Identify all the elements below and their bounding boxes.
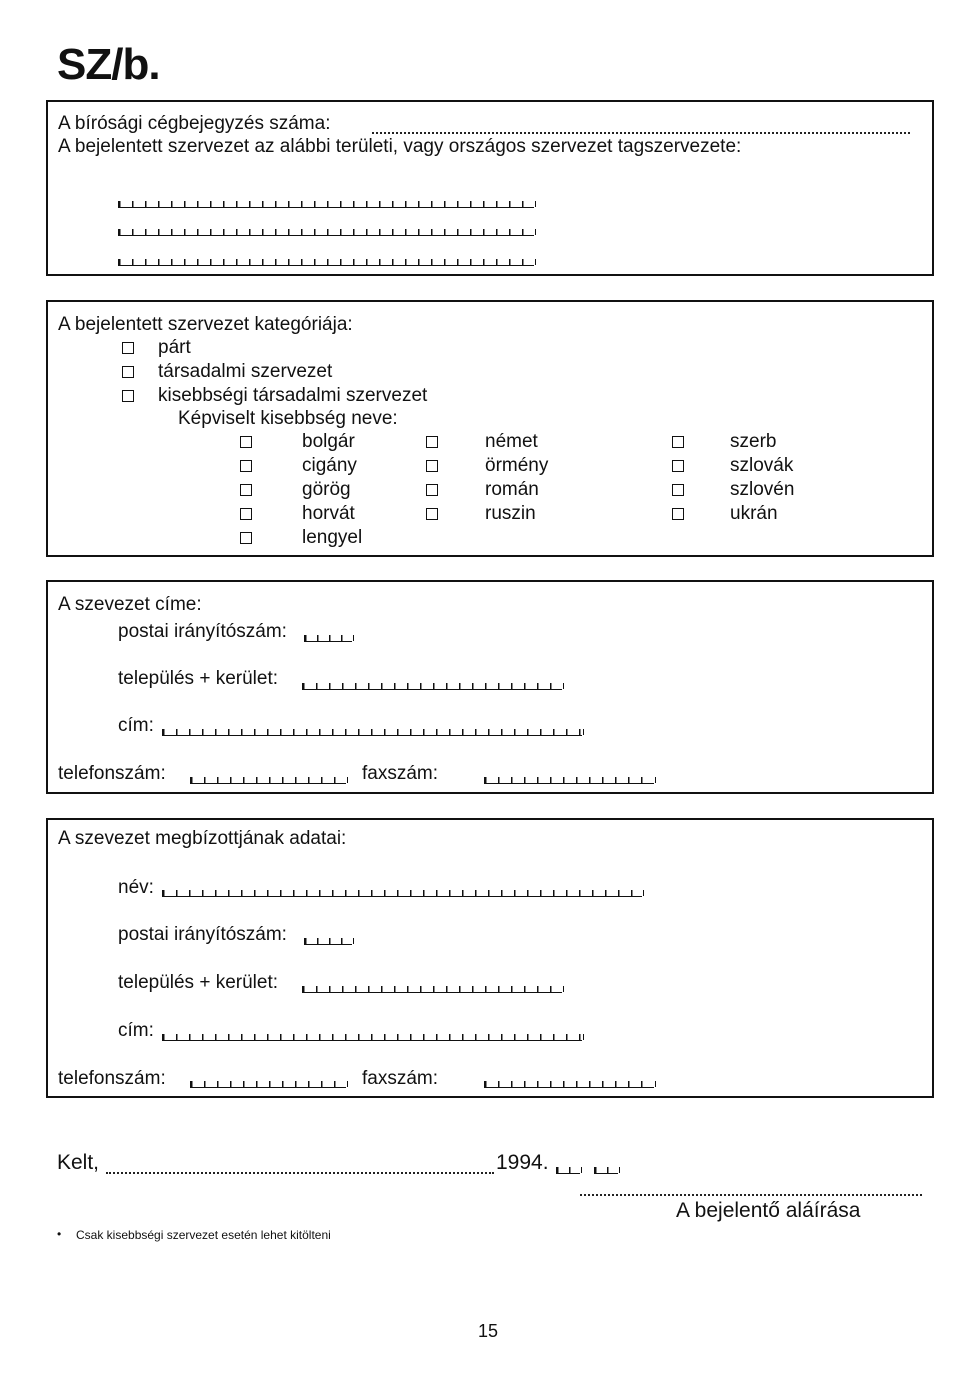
footnote-mark: •	[57, 1227, 62, 1241]
category-section	[46, 300, 934, 557]
checkbox-minority-szloven[interactable]	[672, 484, 684, 496]
representative-name-label: név:	[118, 877, 154, 898]
checkbox-minority-organisation[interactable]	[122, 390, 134, 402]
checkbox-minority-gorog[interactable]	[240, 484, 252, 496]
representative-phone-label: telefonszám:	[58, 1068, 166, 1089]
checkbox-party[interactable]	[122, 342, 134, 354]
representative-phone-field[interactable]	[190, 1081, 346, 1088]
minority-bolgar-label: bolgár	[302, 431, 355, 452]
minority-name-label: Képviselt kisebbség neve:	[178, 408, 398, 429]
registry-number-label: A bírósági cégbejegyzés száma:	[58, 113, 331, 134]
minority-gorog-label: görög	[302, 479, 351, 500]
address-postal-code-label: postai irányítószám:	[118, 621, 287, 642]
representative-street-field[interactable]	[162, 1034, 582, 1041]
checkbox-social-organisation[interactable]	[122, 366, 134, 378]
form-code: SZ/b.	[57, 40, 160, 89]
address-street-label: cím:	[118, 715, 154, 736]
minority-nemet-label: német	[485, 431, 538, 452]
representative-settlement-field[interactable]	[302, 986, 562, 993]
minority-ruszin-label: ruszin	[485, 503, 536, 524]
signature-label: A bejelentő aláírása	[676, 1199, 861, 1222]
checkbox-minority-roman[interactable]	[426, 484, 438, 496]
checkbox-minority-szerb[interactable]	[672, 436, 684, 448]
page-number: 15	[478, 1321, 499, 1341]
checkbox-minority-cigany[interactable]	[240, 460, 252, 472]
option-party-label: párt	[158, 337, 191, 358]
checkbox-minority-ruszin[interactable]	[426, 508, 438, 520]
address-settlement-field[interactable]	[302, 683, 562, 690]
address-fax-field[interactable]	[484, 777, 654, 784]
footnote-text: Csak kisebbségi szervezet esetén lehet kitölteni	[76, 1228, 331, 1242]
representative-fax-field[interactable]	[484, 1081, 654, 1088]
dated-place-field[interactable]	[106, 1172, 494, 1174]
checkbox-minority-ormeny[interactable]	[426, 460, 438, 472]
checkbox-minority-szlovak[interactable]	[672, 460, 684, 472]
representative-section-label: A szevezet megbízottjának adatai:	[58, 828, 347, 849]
parent-organisation-field-3[interactable]	[118, 259, 534, 266]
minority-ormeny-label: örmény	[485, 455, 549, 476]
checkbox-minority-bolgar[interactable]	[240, 436, 252, 448]
address-phone-field[interactable]	[190, 777, 346, 784]
representative-settlement-label: település + kerület:	[118, 972, 279, 993]
checkbox-minority-lengyel[interactable]	[240, 532, 252, 544]
signature-line[interactable]	[580, 1194, 922, 1196]
registry-number-field[interactable]	[372, 132, 910, 134]
minority-szlovak-label: szlovák	[730, 455, 794, 476]
parent-organisation-field-2[interactable]	[118, 229, 534, 236]
dated-month-field[interactable]	[556, 1167, 580, 1174]
representative-fax-label: faxszám:	[362, 1068, 439, 1089]
parent-organisation-label: A bejelentett szervezet az alábbi területi, vagy országos szervezet tagszervezete:	[58, 136, 742, 157]
address-section	[46, 580, 934, 794]
address-settlement-label: település + kerület:	[118, 668, 279, 689]
address-postal-code-field[interactable]	[304, 635, 352, 642]
checkbox-minority-nemet[interactable]	[426, 436, 438, 448]
representative-street-label: cím:	[118, 1020, 154, 1041]
checkbox-minority-ukran[interactable]	[672, 508, 684, 520]
representative-section	[46, 818, 934, 1098]
minority-horvat-label: horvát	[302, 503, 355, 524]
representative-name-field[interactable]	[162, 890, 642, 897]
representative-postal-code-field[interactable]	[304, 938, 352, 945]
address-section-label: A szevezet címe:	[58, 594, 202, 615]
checkbox-minority-horvat[interactable]	[240, 508, 252, 520]
minority-roman-label: román	[485, 479, 539, 500]
minority-ukran-label: ukrán	[730, 503, 778, 524]
minority-szerb-label: szerb	[730, 431, 777, 452]
option-minority-organisation-label: kisebbségi társadalmi szervezet	[158, 385, 428, 406]
minority-cigany-label: cigány	[302, 455, 357, 476]
dated-day-field[interactable]	[594, 1167, 618, 1174]
registry-section	[46, 100, 934, 276]
representative-postal-code-label: postai irányítószám:	[118, 924, 287, 945]
address-phone-label: telefonszám:	[58, 763, 166, 784]
parent-organisation-field-1[interactable]	[118, 201, 534, 208]
dated-label: Kelt,	[57, 1151, 100, 1174]
address-street-field[interactable]	[162, 729, 582, 736]
minority-szloven-label: szlovén	[730, 479, 795, 500]
address-fax-label: faxszám:	[362, 763, 439, 784]
minority-lengyel-label: lengyel	[302, 527, 363, 548]
option-social-organisation-label: társadalmi szervezet	[158, 361, 333, 382]
dated-year: 1994.	[496, 1151, 549, 1174]
category-label: A bejelentett szervezet kategóriája:	[58, 314, 353, 335]
